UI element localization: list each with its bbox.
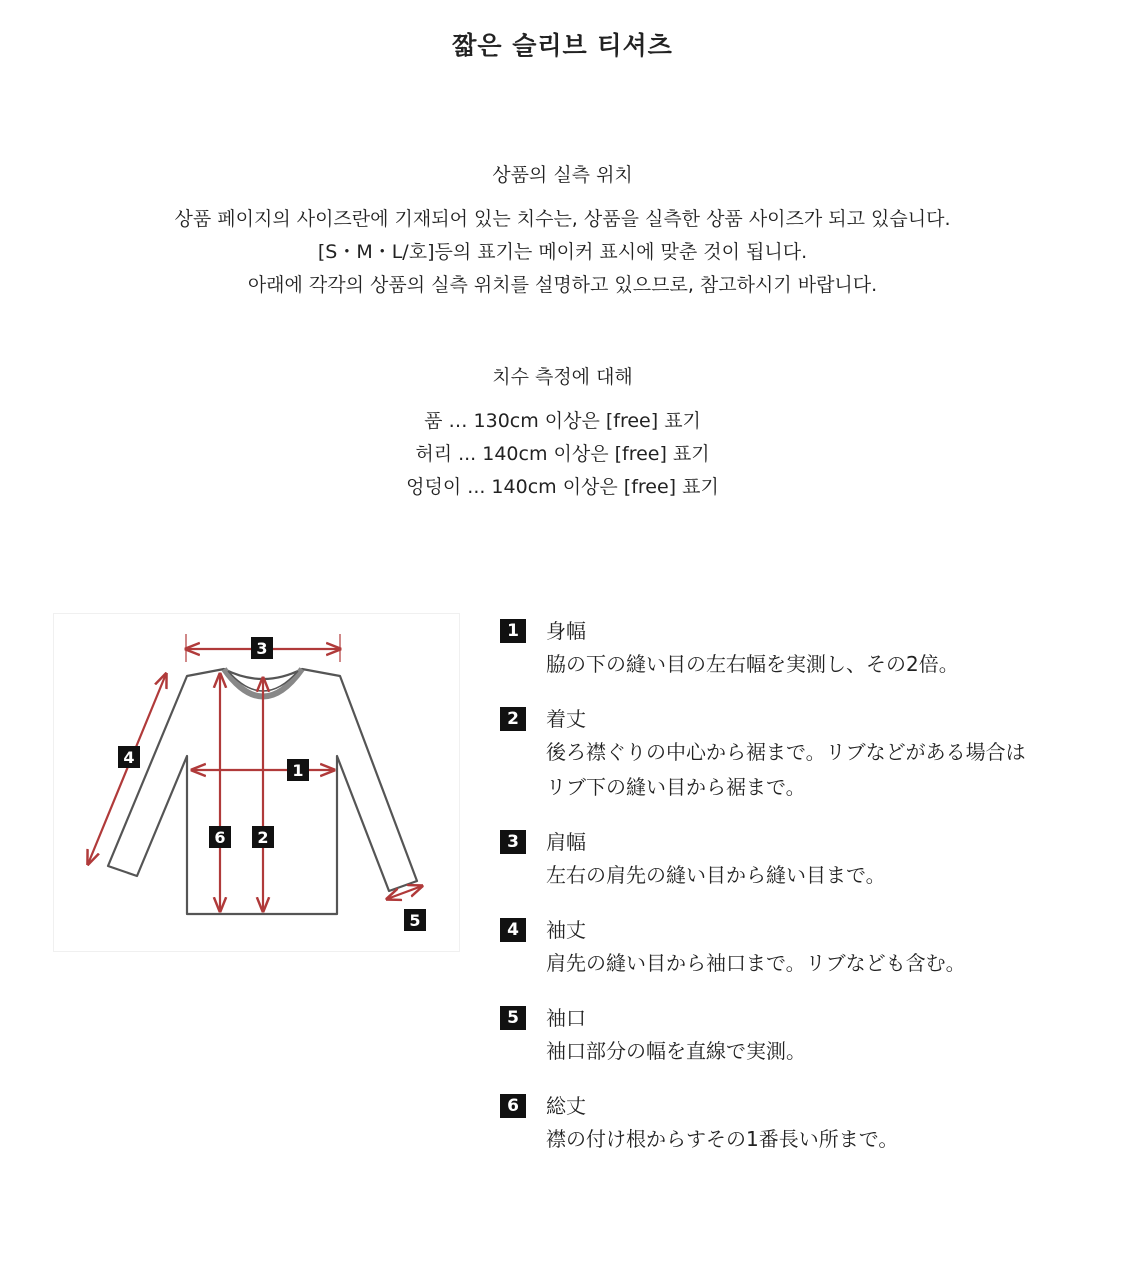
svg-text:3: 3 (256, 639, 268, 658)
legend-item-description: 袖口部分の幅を直線で実測。 (546, 1039, 806, 1063)
legend-item-sleeve-length (500, 917, 1120, 981)
svg-text:1: 1 (292, 761, 304, 780)
svg-text:5: 5 (409, 911, 421, 930)
measurement-arrows (88, 634, 422, 911)
legend-item-name: 肩幅 (546, 830, 586, 854)
legend-number-badge: 5 (500, 1006, 526, 1030)
measurement-position-heading: 상품의 실측 위치 (492, 164, 633, 186)
legend-item-name: 身幅 (546, 619, 586, 643)
marker-5 (404, 909, 426, 931)
legend-desc-line: リブ下の縫い目から裾まで。 (546, 775, 806, 799)
marker-1 (287, 759, 309, 781)
legend-item-total-length (500, 1093, 1120, 1157)
legend-item-description: 脇の下の縫い目の左右幅を実測し、その2倍。 (546, 652, 959, 676)
measurement-rule: 허리 ... 140cm 이상은 [free] 표기 (415, 443, 710, 465)
measurement-rule: 엉덩이 ... 140cm 이상은 [free] 표기 (406, 476, 719, 498)
legend-number-badge: 6 (500, 1094, 526, 1118)
legend-item-body-width (500, 618, 1120, 682)
svg-text:4: 4 (123, 748, 135, 767)
legend-number-badge: 1 (500, 619, 526, 643)
marker-6 (209, 826, 231, 848)
measurement-position-section (0, 160, 1125, 302)
intro-line: 아래에 각각의 상품의 실측 위치를 설명하고 있으므로, 참고하시기 바랍니다. (247, 274, 878, 296)
page-title: 짧은 슬리브 티셔츠 (452, 31, 673, 60)
legend-item-description: 左右の肩先の縫い目から縫い目まで。 (546, 863, 886, 887)
legend-item-name: 総丈 (546, 1094, 586, 1118)
marker-4 (118, 746, 140, 768)
legend-number-badge: 2 (500, 707, 526, 731)
svg-text:2: 2 (257, 828, 269, 847)
measurement-legend (500, 618, 1120, 1181)
legend-item-description: 襟の付け根からすその1番長い所まで。 (546, 1127, 899, 1151)
legend-item-name: 着丈 (546, 707, 586, 731)
legend-desc-line: 後ろ襟ぐりの中心から裾まで。リブなどがある場合は (546, 740, 1026, 764)
legend-number-badge: 4 (500, 918, 526, 942)
size-measurement-heading: 치수 측정에 대해 (492, 366, 633, 388)
legend-item-name: 袖丈 (546, 918, 586, 942)
marker-2 (252, 826, 274, 848)
legend-item-shoulder-width (500, 829, 1120, 893)
shirt-measurement-diagram (53, 613, 460, 952)
intro-line: 상품 페이지의 사이즈란에 기재되어 있는 치수는, 상품을 실측한 상품 사이즈가 되고 있습니다. (174, 208, 951, 230)
shirt-diagram-svg (54, 614, 459, 951)
legend-item-cuff (500, 1005, 1120, 1069)
measurement-rule: 품 … 130cm 이상은 [free] 표기 (424, 410, 701, 432)
legend-item-name: 袖口 (546, 1006, 586, 1030)
size-measurement-section (0, 362, 1125, 504)
legend-item-description: 肩先の縫い目から袖口まで。リブなども含む。 (546, 951, 966, 975)
legend-item-description (546, 735, 1120, 805)
legend-number-badge: 3 (500, 830, 526, 854)
intro-line: [S・M・L/호]등의 표기는 메이커 표시에 맞춘 것이 됩니다. (317, 241, 808, 263)
svg-text:6: 6 (214, 828, 226, 847)
legend-item-length (500, 706, 1120, 805)
marker-3 (251, 637, 273, 659)
